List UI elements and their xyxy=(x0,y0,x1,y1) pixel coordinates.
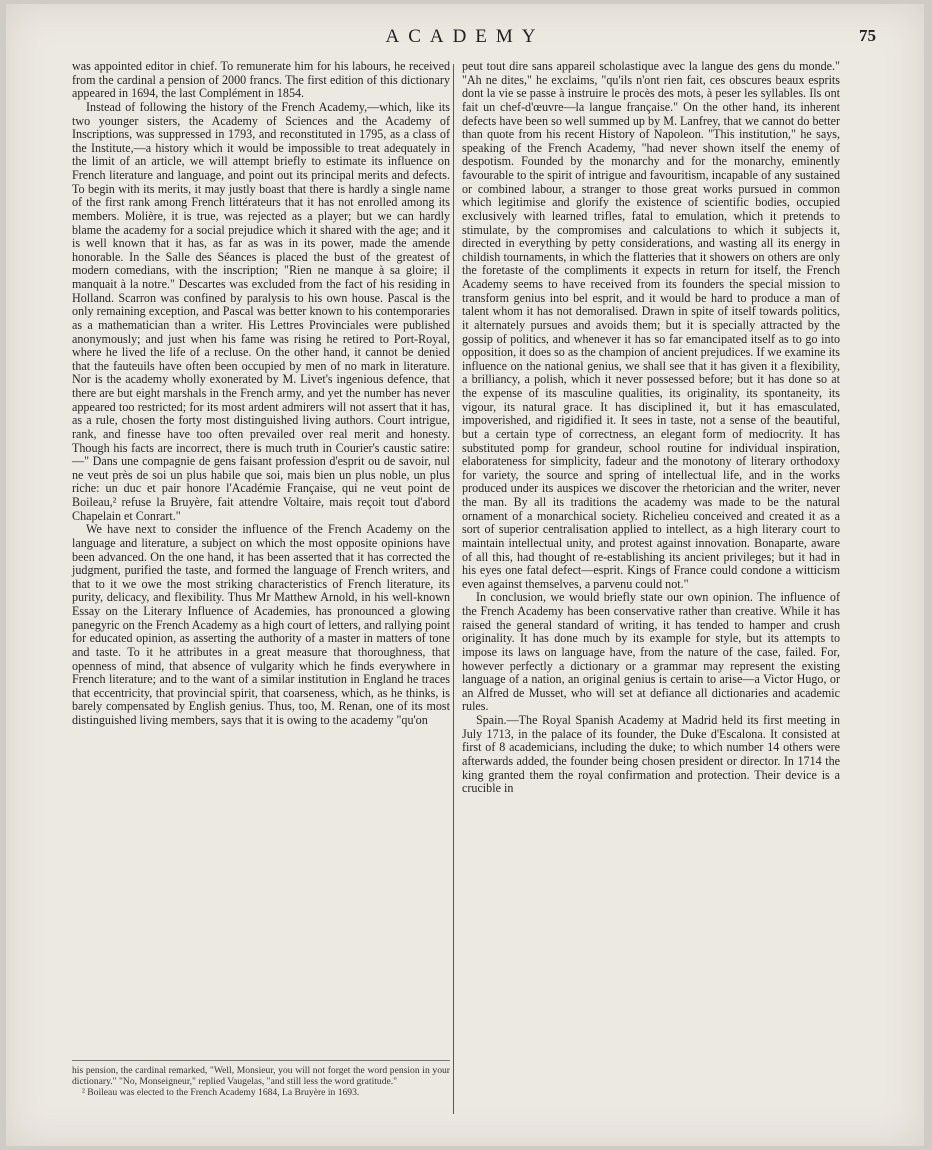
left-paragraph-2: Instead of following the history of the French Academy,—which, like its two younger sisters, the Academy of Sciences and the Academy of Inscriptions, was suppressed in 1793, and reconstituted in 1795, as a class of the Institute,—a history which it would be impossible to treat adequately in the limit of an article, we will attempt briefly to estimate its influence on French literature and language, and point out its principal merits and defects. To begin with its merits, it may justly boast that there is hardly a single name of the first rank among French littérateurs that it has not enrolled among its members. Molière, it is true, was rejected as a player; but we can hardly blame the academy for a social prejudice which it shared with the age; and it is well known that it has, as far as was in its power, made the amende honorable. In the Salle des Séances is placed the bust of the greatest of modern comedians, with the inscription; "Rien ne manque à sa gloire; il manquait à la notre." Descartes was excluded from the fact of his residing in Holland. Scarron was confined by paralysis to his own house. Pascal is the only remaining exception, and Pascal was better known to his contemporaries as a mathematician than a writer. His Lettres Provinciales were published anonymously; and just when his fame was rising he retired to Port-Royal, where he lived the life of a recluse. On the other hand, it cannot be denied that the fauteuils have often been occupied by men of no mark in literature. Nor is the academy wholly exonerated by M. Livet's ingenious defence, that there are but eight marshals in the French army, and yet the number has never appeared too restricted; for its most ardent admirers will not assert that it has, as a rule, chosen the forty most distinguished living authors. Court intrigue, rank, and finesse have too often prevailed over real merit and honesty. Though his facts are incorrect, there is much truth in Courier's caustic satire:—" Dans une compagnie de gens faisant profession d'esprit ou de savoir, nul ne veut près de soi un plus habile que soi, mais bien un plus noble, un plus riche: un duc et pair honore l'Académie Française, qui ne veut point de Boileau,² refuse la Bruyère, fait attendre Voltaire, mais reçoit tout d'abord Chapelain et Conrart." xyxy=(72,99,450,523)
column-divider xyxy=(453,64,454,1114)
page-number: 75 xyxy=(859,26,876,45)
right-paragraph-1: peut tout dire sans appareil scholastique avec la langue des gens du monde." "Ah ne dites," he exclaims, "qu'ils n'ont rien fait, ces obscures beaux esprits dont la vie se passe à instruire le procès des mots, à peser les syllables. Ils ont fait un chef-d'œuvre—la langue française." On the other hand, its inherent defects have been so well summed up by M. Lanfrey, that we cannot do better than quote from his recent History of Napoleon. "This institution," he says, speaking of the French Academy, "had never shown itself the enemy of despotism. Founded by the monarchy and for the monarchy, eminently favourable to the spirit of intrigue and favouritism, incapable of any sustained or combined labour, a stranger to those great works pursued in common which legitimise and glorify the existence of scientific bodies, occupied exclusively with learned trifles, fatal to emulation, which it pretends to stimulate, by the compromises and calculations to which it subjects it, directed in everything by petty considerations, and wasting all its energy in childish tournaments, in which the flatteries that it showers on others are only the foretaste of the compliments it expects in return for itself, the French Academy seems to have received from its founders the special mission to transform genius into bel esprit, and it would be hard to produce a man of talent whom it has not demoralised. Drawn in spite of itself towards politics, it alternately pursues and avoids them; but it is specially attracted by the gossip of politics, and whenever it has so far emancipated itself as to go into opposition, it does so as the champion of ancient prejudices. If we examine its influence on the national genius, we shall see that it has given it a flexibility, a brilliancy, a polish, which it never possessed before; but it has done so at the expense of its masculine qualities, its originality, its spontaneity, its vigour, its natural grace. It has disciplined it, but it has emasculated, impoverished, and rigidified it. It sees in taste, not a sense of the beautiful, but a certain type of correctness, an elegant form of mediocrity. It has substituted pomp for grandeur, school routine for individual inspiration, elaborateness for simplicity, fadeur and the monotony of literary orthodoxy for variety, the source and spring of intellectual life, and in the works produced under its auspices we discover the rhetorician and the writer, never the man. By all its traditions the academy was made to be the natural ornament of a monarchical society. Richelieu conceived and created it as a sort of superior centralisation applied to intellect, as a high literary court to maintain intellectual unity, and protest against innovation. Bonaparte, aware of all this, had thought of re-establishing its ancient privileges; but it had in his eyes one fatal defect—esprit. Kings of France could condone a witticism even against themselves, a parvenu could not." xyxy=(462,59,840,591)
right-paragraph-2: In conclusion, we would briefly state our own opinion. The influence of the French Academy has been conservative rather than creative. While it has raised the general standard of writing, it has tended to hamper and crush originality. It has done much by its example for style, but its attempts to impose its laws on language have, from the nature of the case, failed. For, however perfectly a dictionary or a grammar may represent the existing language of a nation, an original genius is certain to arise—a Victor Hugo, or an Alfred de Musset, who will set at defiance all dictionaries and academic rules. xyxy=(462,590,840,714)
right-paragraph-3: Spain.—The Royal Spanish Academy at Madrid held its first meeting in July 1713, in the palace of its founder, the Duke d'Escalona. It consisted at first of 8 academicians, including the duke; to which number 14 others were afterwards added, the founder being chosen president or director. In 1714 the king granted them the royal confirmation and protection. Their device is a crucible in xyxy=(462,713,840,796)
footnote-2: ² Boileau was elected to the French Academy 1684, La Bruyère in 1693. xyxy=(82,1087,360,1099)
running-head: ACADEMY xyxy=(385,26,545,47)
right-column xyxy=(462,60,840,796)
left-column xyxy=(72,60,450,728)
footnote-1: his pension, the cardinal remarked, "Well, Monsieur, you will not forget the word pension in your dictionary." "No, Monseigneur," replied Vaugelas, "and still less the word gratitude." xyxy=(72,1065,450,1088)
footnotes xyxy=(72,1060,450,1099)
left-paragraph-3: We have next to consider the influence of the French Academy on the language and literature, a subject on which the most opposite opinions have been advanced. On the one hand, it has been asserted that it has corrected the judgment, purified the taste, and formed the language of French writers, and that to it we owe the most striking characteristics of French literature, its purity, delicacy, and flexibility. Thus Mr Matthew Arnold, in his well-known Essay on the Literary Influence of Academies, has pronounced a glowing panegyric on the French Academy as a high court of letters, and rallying point for educated opinion, as asserting the authority of a master in matters of tone and taste. To it he attributes in a great measure that thoroughness, that openness of mind, that absence of vulgarity which he finds everywhere in French literature; and to the want of a similar institution in England he traces that eccentricity, that provincial spirit, that coarseness, which, as he thinks, is barely compensated by English genius. Thus, too, M. Renan, one of its most distinguished living members, says that it is owing to the academy "qu'on xyxy=(72,522,450,727)
left-paragraph-1: was appointed editor in chief. To remunerate him for his labours, he received from the cardinal a pension of 2000 francs. The first edition of this dictionary appeared in 1694, the last Complément in 1854. xyxy=(72,59,450,101)
document-page xyxy=(6,4,924,1146)
